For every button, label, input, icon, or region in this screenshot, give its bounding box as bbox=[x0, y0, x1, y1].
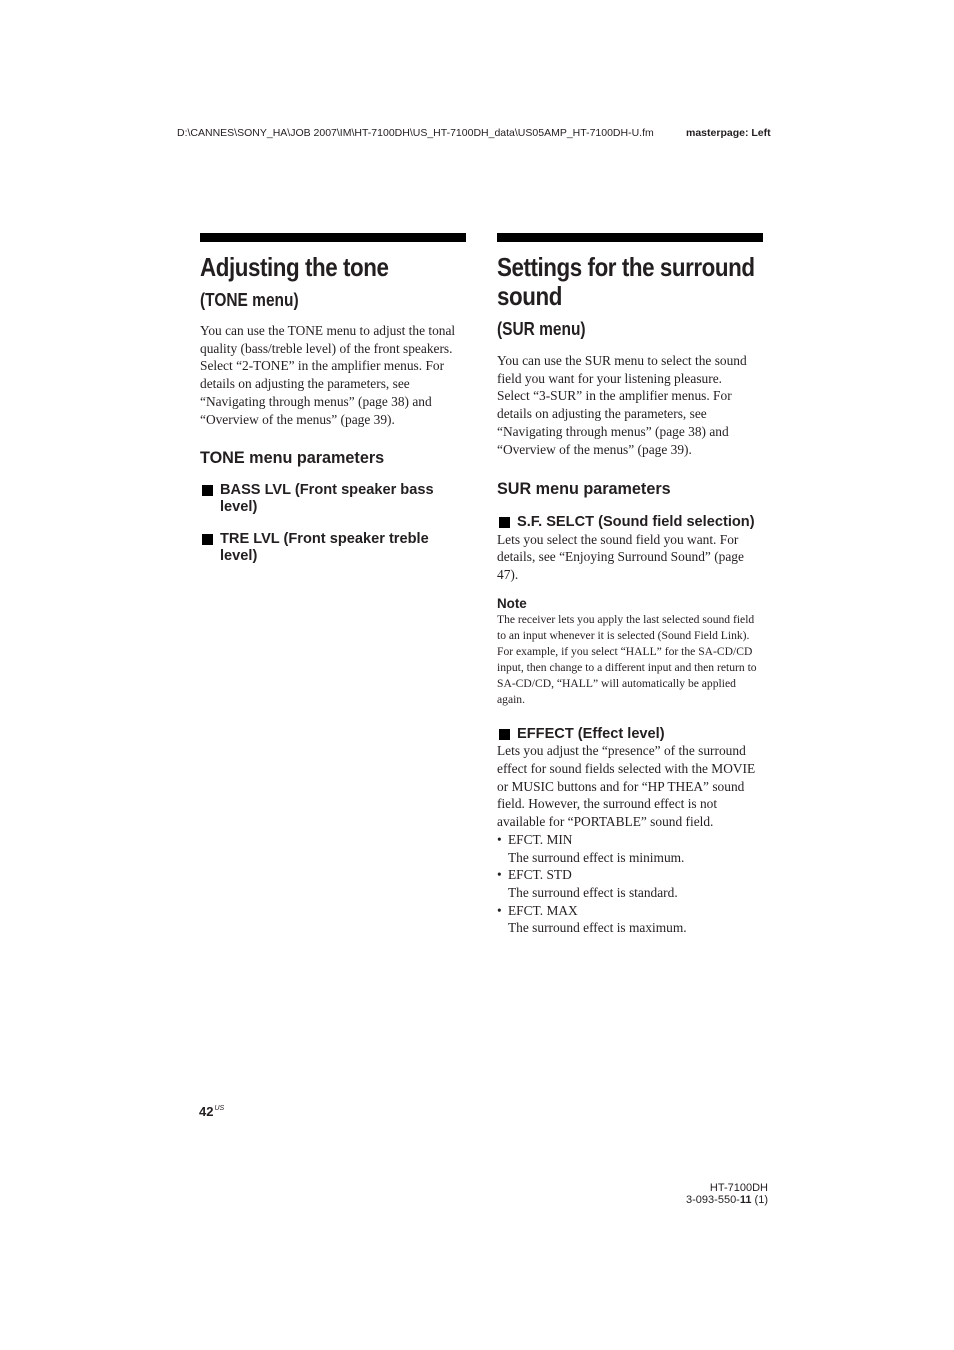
effect-desc: Lets you adjust the “presence” of the surround effect for sound fields selected with the MOVIE or MUSIC buttons and for “HP THEA” sound field. However, the surround effect is not available for “PORTABLE” sound field. bbox=[497, 743, 756, 830]
surround-section bbox=[497, 233, 763, 937]
option-name: EFCT. MIN bbox=[508, 831, 573, 847]
list-item bbox=[497, 902, 763, 937]
sound-field-label: S.F. SELCT (Sound field selection) bbox=[517, 514, 755, 531]
effect-label: EFFECT (Effect level) bbox=[517, 725, 665, 742]
list-item bbox=[497, 866, 763, 901]
treble-level-param bbox=[200, 531, 466, 564]
option-desc: The surround effect is minimum. bbox=[508, 849, 685, 865]
page-number bbox=[199, 1104, 224, 1119]
sound-field-desc: Lets you select the sound field you want. For details, see “Enjoying Surround Sound” (page 47). bbox=[497, 531, 744, 583]
page-number-value: 42 bbox=[199, 1104, 214, 1119]
model-code-prefix: 3-093-550- bbox=[686, 1194, 740, 1206]
bullet-dot: • bbox=[497, 831, 502, 847]
model-name: HT-7100DH bbox=[709, 1182, 768, 1194]
section-rule bbox=[200, 233, 466, 242]
list-item bbox=[497, 831, 763, 866]
square-bullet-icon bbox=[499, 729, 510, 740]
note-body: The receiver lets you apply the last selected sound field to an input whenever it is selected (Sound Field Link). For example, if you select “HALL” for the SA-CD/CD input, then change to a different input and then return to SA-CD/CD, “HALL” will automatically be applied again. bbox=[497, 612, 757, 706]
bullet-dot: • bbox=[497, 867, 502, 883]
square-bullet-icon bbox=[202, 534, 213, 545]
tone-instructions: Select “2-TONE” in the amplifier menus. For details on adjusting the parameters, see “Navigating through menus” (page 38) and “Overview of the menus” (page 39). bbox=[200, 358, 445, 427]
square-bullet-icon bbox=[202, 485, 213, 496]
tone-params-heading: TONE menu parameters bbox=[200, 449, 385, 468]
section-rule bbox=[497, 233, 763, 242]
option-desc: The surround effect is standard. bbox=[508, 884, 678, 900]
treble-level-label: TRE LVL (Front speaker treble level) bbox=[220, 531, 429, 564]
effect-options bbox=[497, 831, 763, 937]
note-title: Note bbox=[497, 595, 527, 611]
option-name: EFCT. STD bbox=[508, 867, 572, 883]
bullet-dot: • bbox=[497, 902, 502, 918]
sound-field-param bbox=[497, 514, 763, 531]
masterpage-label: masterpage: Left bbox=[686, 127, 771, 139]
file-path: D:\CANNES\SONY_HA\JOB 2007\IM\HT-7100DH\US_HT-7100DH_data\US05AMP_HT-7100DH-U.fm bbox=[177, 127, 654, 139]
tone-section bbox=[200, 233, 466, 564]
square-bullet-icon bbox=[499, 517, 510, 528]
surround-title: Settings for the surround sound bbox=[497, 252, 755, 311]
effect-param bbox=[497, 726, 763, 743]
model-code-bold: 11 bbox=[739, 1194, 752, 1206]
model-info bbox=[676, 1182, 768, 1206]
bass-level-param bbox=[200, 482, 466, 515]
option-desc: The surround effect is maximum. bbox=[508, 920, 687, 936]
option-name: EFCT. MAX bbox=[508, 902, 578, 918]
surround-intro: You can use the SUR menu to select the sound field you want for your listening pleasure. bbox=[497, 353, 747, 386]
page-number-suffix: US bbox=[214, 1105, 225, 1112]
model-code-suffix: (1) bbox=[751, 1194, 768, 1206]
tone-subtitle: (TONE menu) bbox=[200, 290, 299, 310]
tone-intro: You can use the TONE menu to adjust the tonal quality (bass/treble level) of the front speakers. bbox=[200, 323, 456, 356]
sur-params-heading: SUR menu parameters bbox=[497, 480, 671, 499]
model-code bbox=[676, 1194, 768, 1206]
tone-title: Adjusting the tone bbox=[200, 252, 389, 282]
surround-instructions: Select “3-SUR” in the amplifier menus. For details on adjusting the parameters, see “Navigating through menus” (page 38) and “Overview of the menus” (page 39). bbox=[497, 388, 732, 457]
surround-subtitle: (SUR menu) bbox=[497, 319, 586, 339]
bass-level-label: BASS LVL (Front speaker bass level) bbox=[220, 482, 434, 515]
